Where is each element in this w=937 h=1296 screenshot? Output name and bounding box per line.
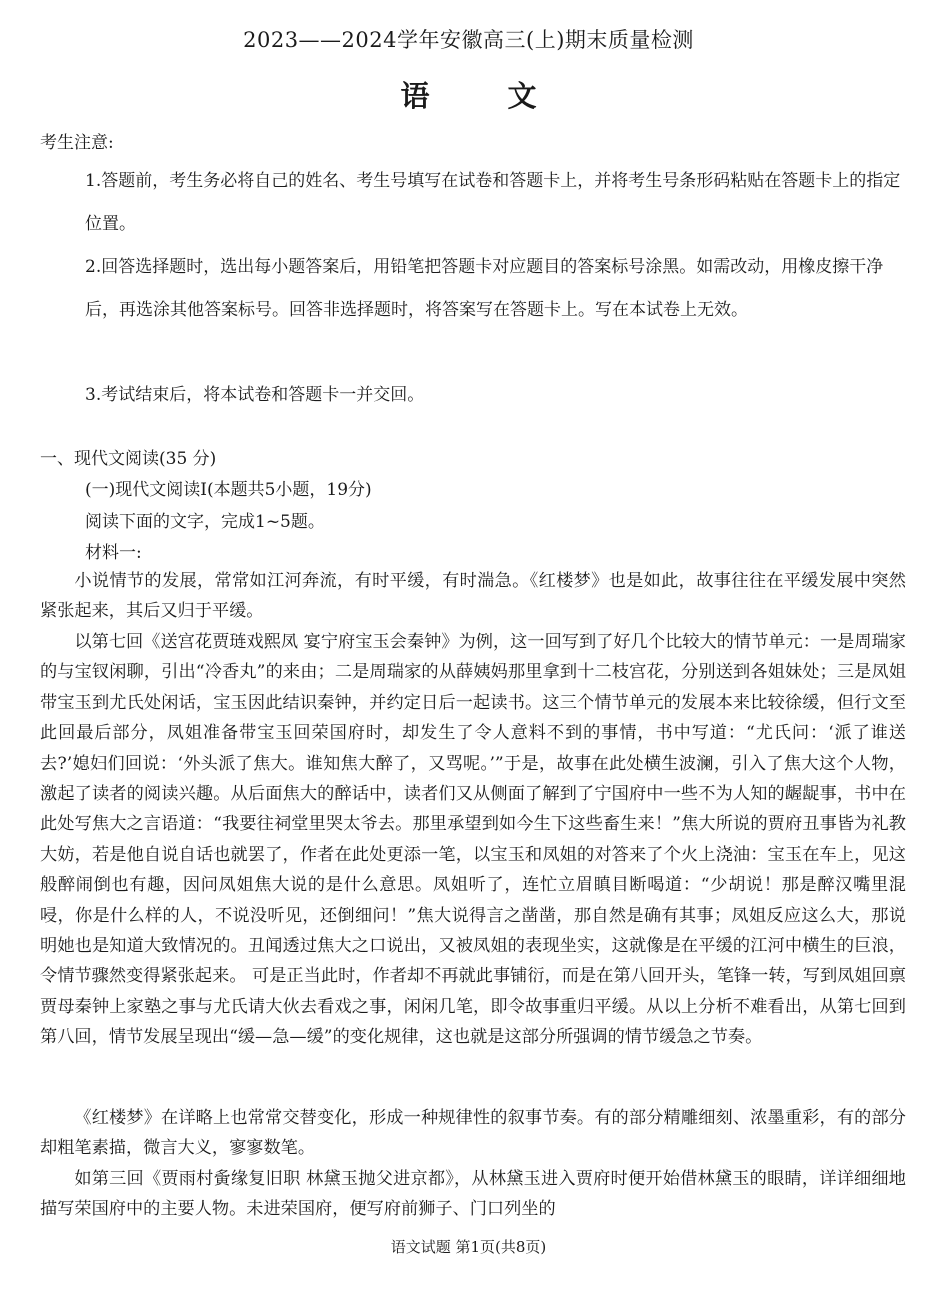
paragraph-2: 以第七回《送宫花贾琏戏熙凤 宴宁府宝玉会秦钟》为例，这一回写到了好几个比较大的情节单元：一是周瑞家的与宝钗闲聊，引出“冷香丸”的来由；二是周瑞家的从薛姨妈那里拿到十二枝宫花，分别送到各姐妹处；三是凤姐带宝玉到尤氏处闲话，宝玉因此结识秦钟，并约定日后一起读书。这三个情节单元的发展本来比较徐缓，但行文至此回最后部分，凤姐准备带宝玉回荣国府时，却发生了令人意料不到的事情，书中写道：“尤氏问：‘派了谁送去?’媳妇们回说：‘外头派了焦大。谁知焦大醉了，又骂呢。’”于是，故事在此处横生波澜，引入了焦大这个人物，激起了读者的阅读兴趣。从后面焦大的醉话中，读者们又从侧面了解到了宁国府中一些不为人知的龌龊事，书中在此处写焦大之言语道：“我要往祠堂里哭太爷去。那里承望到如今生下这些畜生来！”焦大所说的贾府丑事皆为礼教大妨，若是他自说自话也就罢了，作者在此处更添一笔，以宝玉和凤姐的对答来了个火上浇油：宝玉在车上，见这般醉闹倒也有趣，因问凤姐焦大说的是什么意思。凤姐听了，连忙立眉瞋目断喝道：“少胡说！那是醉汉嘴里混唚，你是什么样的人，不说没听见，还倒细问！”焦大说得言之凿凿，那自然是确有其事；凤姐反应这么大，那说明她也是知道大致情况的。丑闻透过焦大之口说出，又被凤姐的表现坐实，这就像是在平缓的江河中横生的巨浪，令情节骤然变得紧张起来。 可是正当此时，作者却不再就此事铺衍，而是在第八回开头，笔锋一转，写到凤姐回禀贾母秦钟上家塾之事与尤氏请大伙去看戏之事，闲闲几笔，即令故事重归平缓。从以上分析不难看出，从第七回到第八回，情节发展呈现出“缓—急—缓”的变化规律，这也就是这部分所强调的情节缓急之节奏。 [40, 632, 906, 1048]
paragraph-1: 小说情节的发展，常常如江河奔流，有时平缓，有时湍急。《红楼梦》也是如此，故事往往在平缓发展中突然紧张起来，其后又归于平缓。 [40, 571, 906, 622]
notice-item-3: 3.考试结束后，将本试卷和答题卡一并交回。 [85, 385, 425, 405]
notice-heading: 考生注意: [40, 133, 114, 153]
reading-instruction: 阅读下面的文字，完成1~5题。 [85, 512, 325, 532]
subsection-heading: (一)现代文阅读Ⅰ(本题共5小题，19分) [85, 480, 372, 500]
section-heading: 一、现代文阅读(35 分) [40, 449, 217, 469]
notice-item-1: 1.答题前，考生务必将自己的姓名、考生号填写在试卷和答题卡上，并将考生号条形码粘贴在答题卡上的指定位置。 [85, 171, 901, 234]
exam-title: 2023——2024学年安徽高三(上)期末质量检测 [243, 28, 694, 52]
subject-title: 语 文 [400, 79, 571, 113]
paragraph-3: 《红楼梦》在详略上也常常交替变化，形成一种规律性的叙事节奏。有的部分精雕细刻、浓墨重彩，有的部分却粗笔素描，微言大义，寥寥数笔。 [40, 1108, 906, 1159]
page-footer: 语文试题 第1页(共8页) [390, 1238, 547, 1256]
paragraph-4: 如第三回《贾雨村夤缘复旧职 林黛玉抛父进京都》，从林黛玉进入贾府时便开始借林黛玉的眼睛，详详细细地描写荣国府中的主要人物。未进荣国府，便写府前狮子、门口列坐的 [40, 1169, 906, 1220]
notice-item-2: 2.回答选择题时，选出每小题答案后，用铅笔把答题卡对应题目的答案标号涂黑。如需改动，用橡皮擦干净后，再选涂其他答案标号。回答非选择题时，将答案写在答题卡上。写在本试卷上无效。 [85, 257, 884, 320]
material-label: 材料一: [85, 543, 142, 563]
